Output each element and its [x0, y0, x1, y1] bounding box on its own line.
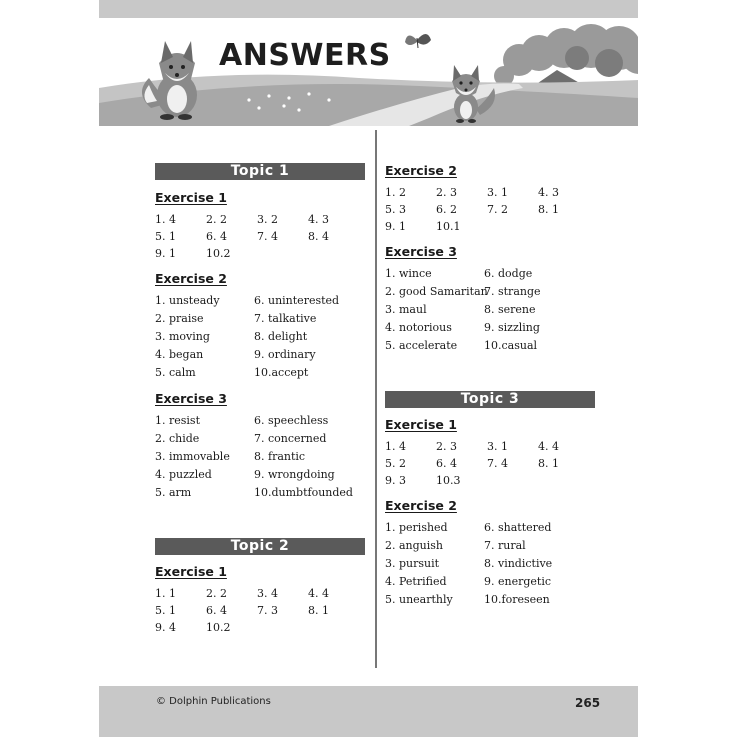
- answer: 8. 1: [308, 604, 329, 617]
- answer: 1. unsteady: [155, 294, 220, 307]
- answer: 1. resist: [155, 414, 200, 427]
- answer: 3. 2: [257, 213, 278, 226]
- answer: 10.casual: [484, 339, 538, 352]
- answer: 9. 1: [385, 220, 406, 233]
- answer: 9. 1: [155, 247, 176, 260]
- answer: 6. dodge: [484, 267, 533, 280]
- publisher-credit: © Dolphin Publications: [156, 696, 271, 707]
- answer: 10.2: [206, 247, 231, 260]
- answer: 8. delight: [254, 330, 308, 343]
- answer: 7. 4: [257, 230, 278, 243]
- topic2-exercise3-title: Exercise 3: [385, 244, 457, 259]
- answer: 6. shattered: [484, 521, 552, 534]
- topic-3-header: Topic 3: [385, 391, 595, 408]
- answer: 4. began: [155, 348, 204, 361]
- answer: 7. 4: [487, 457, 508, 470]
- page-footer: [99, 686, 638, 737]
- topic1-exercise3-answers: [155, 412, 365, 502]
- answer: 9. 3: [385, 474, 406, 487]
- answer: 6. 4: [436, 457, 457, 470]
- column-divider: [375, 130, 377, 668]
- answer: 1. 1: [155, 587, 176, 600]
- topic2-exercise1-answers: [155, 585, 365, 636]
- page-number: 265: [575, 696, 601, 710]
- topic2-exercise2-answers: [385, 184, 595, 235]
- answer: 2. 2: [206, 213, 227, 226]
- answer: 3. immovable: [155, 450, 230, 463]
- answer: 5. 1: [155, 230, 176, 243]
- answer: 10.foreseen: [484, 593, 550, 606]
- answer: 7. concerned: [254, 432, 327, 445]
- answer: 7. talkative: [254, 312, 317, 325]
- answer: 9. energetic: [484, 575, 552, 588]
- answer: 5. calm: [155, 366, 196, 379]
- answer: 3. moving: [155, 330, 210, 343]
- answer: 10.3: [436, 474, 461, 487]
- topic3-exercise2-title: Exercise 2: [385, 498, 457, 513]
- answer: 8. 4: [308, 230, 329, 243]
- answer: 4. puzzled: [155, 468, 212, 481]
- answer: 10.dumbtfounded: [254, 486, 353, 499]
- answer: 4. 3: [538, 186, 559, 199]
- topic-2-header: Topic 2: [155, 538, 365, 555]
- answer: 7. rural: [484, 539, 526, 552]
- answer: 8. 1: [538, 203, 559, 216]
- answer: 1. 2: [385, 186, 406, 199]
- topic1-exercise2-answers: [155, 292, 365, 382]
- answer: 4. 4: [538, 440, 559, 453]
- answer: 1. perished: [385, 521, 448, 534]
- answer: 8. vindictive: [484, 557, 553, 570]
- answer: 7. 2: [487, 203, 508, 216]
- answer: 6. speechless: [254, 414, 329, 427]
- answer: 2. 2: [206, 587, 227, 600]
- topic2-exercise2-title: Exercise 2: [385, 163, 457, 178]
- topic2-exercise1-title: Exercise 1: [155, 564, 227, 579]
- answer: 2. 3: [436, 186, 457, 199]
- answer: 9. wrongdoing: [254, 468, 335, 481]
- answer: 10.accept: [254, 366, 309, 379]
- topic1-exercise3-title: Exercise 3: [155, 391, 227, 406]
- answer: 3. pursuit: [385, 557, 440, 570]
- answer: 7. 3: [257, 604, 278, 617]
- answer: 6. 4: [206, 230, 227, 243]
- header-banner: [99, 18, 638, 126]
- right-column: [385, 160, 595, 609]
- topic1-exercise1-title: Exercise 1: [155, 190, 227, 205]
- topic-1-header: Topic 1: [155, 163, 365, 180]
- answer: 5. accelerate: [385, 339, 458, 352]
- answer: 9. 4: [155, 621, 176, 634]
- answer: 4. Petrified: [385, 575, 447, 588]
- answer: 4. notorious: [385, 321, 452, 334]
- answer: 6. 2: [436, 203, 457, 216]
- topic3-exercise1-answers: [385, 438, 595, 489]
- answer: 8. 1: [538, 457, 559, 470]
- top-strip: [99, 0, 638, 18]
- answer: 3. maul: [385, 303, 427, 316]
- topic2-exercise3-answers: [385, 265, 595, 355]
- answer: 2. praise: [155, 312, 204, 325]
- answer: 2. good Samaritan: [385, 285, 488, 298]
- answer: 2. anguish: [385, 539, 444, 552]
- answer: 9. sizzling: [484, 321, 540, 334]
- answer: 8. frantic: [254, 450, 306, 463]
- page-title: ANSWERS: [219, 38, 391, 73]
- topic3-exercise2-answers: [385, 519, 595, 609]
- answer: 3. 4: [257, 587, 278, 600]
- answer: 1. 4: [155, 213, 176, 226]
- answer: 3. 1: [487, 440, 508, 453]
- answer: 1. wince: [385, 267, 432, 280]
- topic1-exercise1-answers: [155, 211, 365, 262]
- left-column: [155, 163, 365, 636]
- topic3-exercise1-title: Exercise 1: [385, 417, 457, 432]
- answer: 5. unearthly: [385, 593, 453, 606]
- answer: 4. 3: [308, 213, 329, 226]
- answer: 3. 1: [487, 186, 508, 199]
- answer: 10.2: [206, 621, 231, 634]
- answer: 4. 4: [308, 587, 329, 600]
- answer: 7. strange: [484, 285, 541, 298]
- answer: 5. 1: [155, 604, 176, 617]
- answer: 1. 4: [385, 440, 406, 453]
- answer: 5. 3: [385, 203, 406, 216]
- answer: 5. 2: [385, 457, 406, 470]
- answer: 2. chide: [155, 432, 200, 445]
- answer: 5. arm: [155, 486, 192, 499]
- topic1-exercise2-title: Exercise 2: [155, 271, 227, 286]
- answer: 2. 3: [436, 440, 457, 453]
- answer: 9. ordinary: [254, 348, 316, 361]
- answer: 6. uninterested: [254, 294, 340, 307]
- answer: 6. 4: [206, 604, 227, 617]
- answer: 10.1: [436, 220, 461, 233]
- answer: 8. serene: [484, 303, 536, 316]
